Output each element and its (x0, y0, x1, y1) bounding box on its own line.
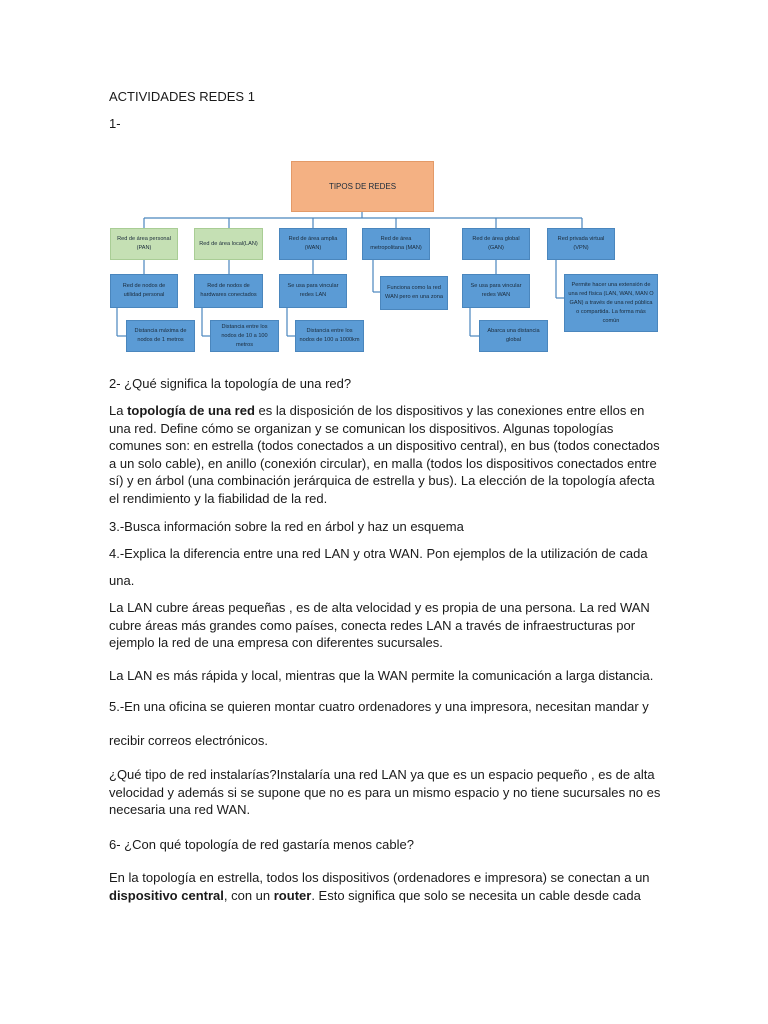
term-router: router (273, 887, 312, 903)
answer-5: ¿Qué tipo de red instalarías?Instalaría una red LAN ya que es un espacio pequeño , es de alta velocidad y además si se supone que no es para un mismo espacio y no tiene sucursales no es necesaria una red WAN. (109, 767, 661, 817)
answer-2: La topología de una red es la disposición de los dispositivos y las conexiones entre ellos en una red. Define cómo se organizan y se comunican los dispositivos. Algunas topologías comunes son: en estrella (todos conectados a un dispositivo central), en bus (todos conectados a un solo cable), en anillo (conexión circular), en malla (todos los dispositivos conectados entre sí) y en árbol (una combinación jerárquica de estrella y bus). La elección de la topología afecta el rendimiento y la fiabilidad de la red. (109, 403, 660, 506)
node-pan-detail: Red de nodos de utilidad personal (110, 274, 178, 308)
answer-4-paragraph-1: La LAN cubre áreas pequeñas , es de alta velocidad y es propia de una persona. La red WAN cubre áreas más grandes como países, conecta redes LAN a través de infraestructuras por ejemplo la red de una empresa con diferentes sucursales. (109, 600, 650, 650)
term-central-device: dispositivo central (109, 887, 224, 903)
question-1-label: 1- (109, 116, 121, 131)
document-title: ACTIVIDADES REDES 1 (109, 89, 255, 104)
question-5-line2: recibir correos electrónicos. (109, 733, 268, 748)
node-wan-distance: Distancia entre los nodos de 100 a 1000km (295, 320, 364, 352)
question-5-line1: 5.-En una oficina se quieren montar cuatro ordenadores y una impresora, necesitan mandar y (109, 699, 649, 714)
node-pan: Red de área personal (PAN) (110, 228, 178, 260)
node-man-detail: Funciona como la red WAN pero en una zona (380, 276, 448, 310)
node-gan: Red de área global (GAN) (462, 228, 530, 260)
node-lan: Red de área local(LAN) (194, 228, 263, 260)
question-4-line2: una. (109, 573, 135, 588)
node-gan-distance: Abarca una distancia global (479, 320, 548, 352)
node-vpn-detail: Permite hacer una extensión de una red física (LAN, WAN, MAN O GAN) a través de una red pública o compartida. La forma más común (564, 274, 658, 332)
node-vpn: Red privada virtual (VPN) (547, 228, 615, 260)
node-wan-detail: Se usa para vincular redes LAN (279, 274, 347, 308)
node-pan-distance: Distancia máxima de nodos de 1 metros (126, 320, 195, 352)
node-lan-distance: Distancia entre los nodos de 10 a 100 metros (210, 320, 279, 352)
node-lan-detail: Red de nodos de hardwares conectados (194, 274, 263, 308)
answer-4-paragraph-2: La LAN es más rápida y local, mientras que la WAN permite la comunicación a larga distancia. (109, 668, 654, 683)
root-node-network-types: TIPOS DE REDES (291, 161, 434, 212)
term-topology: topología de una red (127, 403, 255, 418)
node-wan: Red de área amplia (WAN) (279, 228, 347, 260)
question-6: 6- ¿Con qué topología de red gastaría menos cable? (109, 837, 414, 852)
node-gan-detail: Se usa para vincular redes WAN (462, 274, 530, 308)
answer-6: En la topología en estrella, todos los dispositivos (ordenadores e impresora) se conectan a un dispositivo central, con un router. Esto significa que solo se necesita un cable desde cada (109, 870, 650, 903)
node-man: Red de área metropolitana (MAN) (362, 228, 430, 260)
question-4-line1: 4.-Explica la diferencia entre una red LAN y otra WAN. Pon ejemplos de la utilización de cada (109, 546, 648, 561)
question-3: 3.-Busca información sobre la red en árbol y haz un esquema (109, 519, 464, 534)
question-2: 2- ¿Qué significa la topología de una red? (109, 376, 352, 391)
